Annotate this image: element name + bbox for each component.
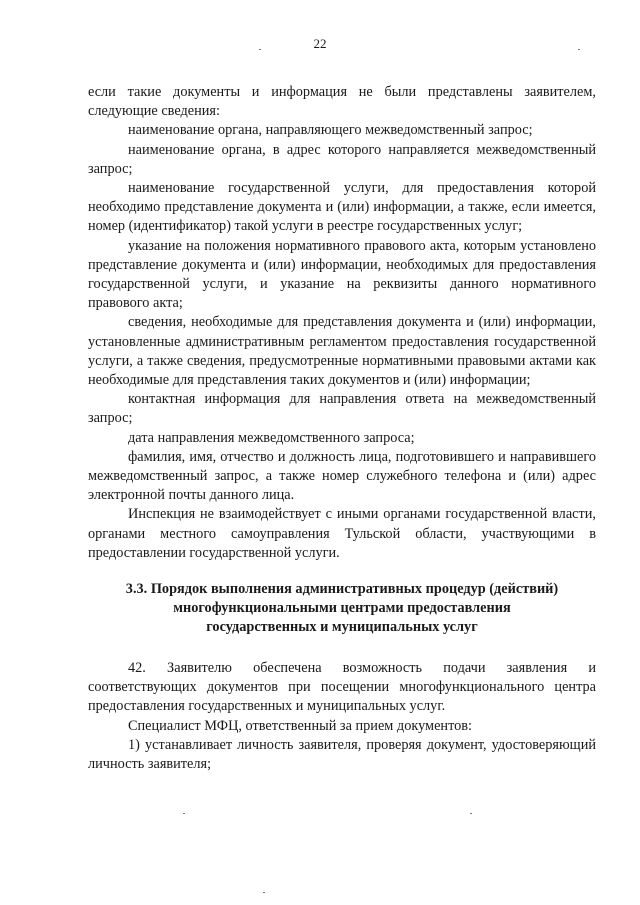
paragraph: указание на положения нормативного правового акта, которым установлено представление документа и (или) информации, необходимых для предоставления государственной услуги, и указание на реквизиты данного нормативного правового акта; xyxy=(88,237,596,312)
heading-line: многофункциональными центрами предоставления xyxy=(173,600,511,617)
heading-line: государственных и муниципальных услуг xyxy=(206,619,478,636)
paragraph: сведения, необходимые для представления документа и (или) информации, установленные административным регламентом предоставления государственной услуги, а также сведения, предусмотренные нормативными правовыми актами как необходимые для представления таких документов и (или) информации; xyxy=(88,314,596,389)
document-body xyxy=(88,83,596,774)
scan-speck xyxy=(259,49,261,50)
paragraph: наименование органа, направляющего межведомственный запрос; xyxy=(128,122,533,139)
paragraph: 1) устанавливает личность заявителя, проверяя документ, удостоверяющий личность заявителя; xyxy=(88,736,596,773)
paragraph: наименование государственной услуги, для предоставления которой необходимо представление документа и (или) информации, а также, если имеется, номер (идентификатор) такой услуги в реестре государственных услуг; xyxy=(88,180,596,235)
paragraph: дата направления межведомственного запроса; xyxy=(128,429,415,446)
paragraph: 42. Заявителю обеспечена возможность подачи заявления и соответствующих документов при посещении многофункционального центра предоставления государственных и муниципальных услуг. xyxy=(88,660,596,715)
heading-line: 3.3. Порядок выполнения административных процедур (действий) xyxy=(125,581,559,598)
scan-speck xyxy=(263,892,265,893)
paragraph: наименование органа, в адрес которого направляется межведомственный запрос; xyxy=(88,141,596,177)
paragraph: фамилия, имя, отчество и должность лица, подготовившего и направившего межведомственный запрос, а также номер служебного телефона и (или) адрес электронной почты данного лица. xyxy=(88,448,596,504)
paragraph: Специалист МФЦ, ответственный за прием документов: xyxy=(128,717,473,734)
paragraph: контактная информация для направления ответа на межведомственный запрос; xyxy=(88,391,596,427)
paragraph: Инспекция не взаимодействует с иными органами государственной власти, органами местного самоуправления Тульской области, участвующими в предоставлении государственной услуги. xyxy=(88,506,596,561)
paragraph: если такие документы и информация не были представлены заявителем, следующие сведения: xyxy=(88,84,596,120)
scan-speck xyxy=(578,49,580,50)
page-number: 22 xyxy=(313,36,327,51)
scan-speck xyxy=(183,813,185,814)
section-heading xyxy=(88,580,596,637)
scan-speck xyxy=(470,813,472,814)
